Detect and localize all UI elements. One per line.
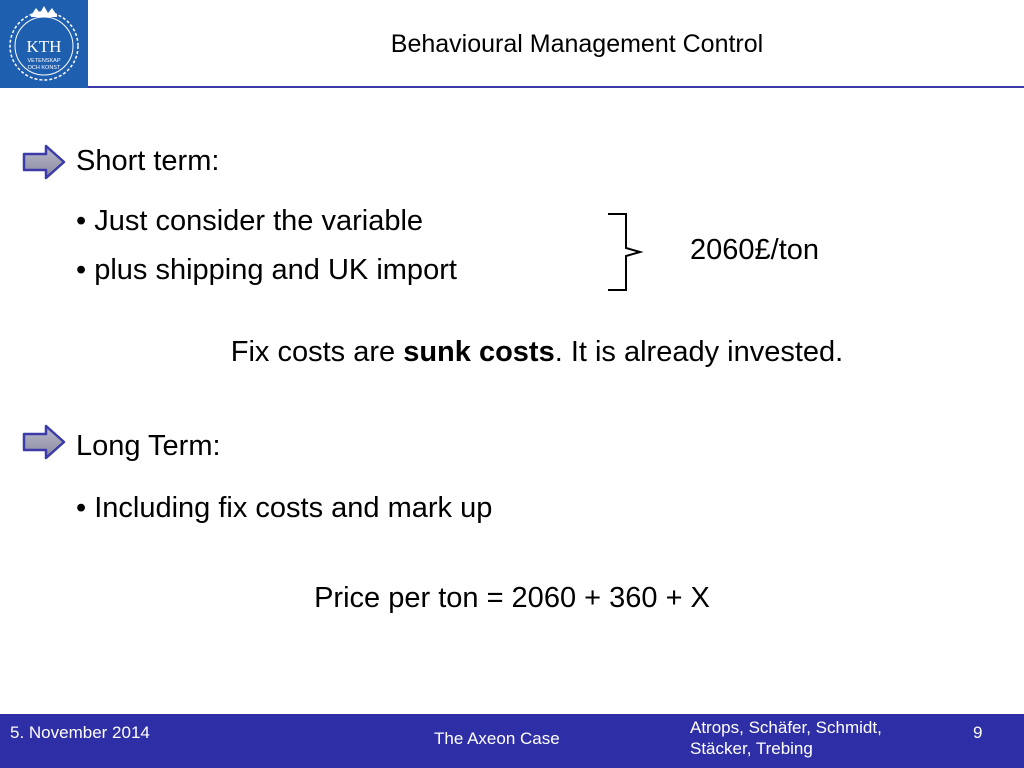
footer-date: 5. November 2014 [10, 723, 150, 742]
sunk-note-bold: sunk costs [403, 336, 555, 368]
logo-subtext-1: VETENSKAP [27, 58, 61, 64]
long-term-bullet-1: • Including fix costs and mark up [76, 492, 493, 524]
short-term-bullet-2: • plus shipping and UK import [76, 254, 457, 286]
footer-case-title: The Axeon Case [434, 729, 560, 748]
variable-cost-value: 2060£/ton [690, 234, 820, 266]
slide-title: Behavioural Management Control [390, 30, 764, 58]
footer-authors-line-1: Atrops, Schäfer, Schmidt, [690, 718, 882, 737]
price-formula: Price per ton = 2060 + 360 + X [314, 582, 710, 614]
long-term-heading: Long Term: [76, 430, 221, 462]
slide-footer [0, 714, 1024, 768]
right-arrow-icon [22, 144, 66, 180]
short-term-heading: Short term: [76, 145, 220, 177]
footer-authors-line-2: Stäcker, Trebing [690, 739, 813, 758]
header-divider [88, 86, 1024, 88]
short-term-bullet-1: • Just consider the variable [76, 205, 424, 237]
page-number: 9 [973, 723, 983, 742]
footer-authors [690, 717, 882, 759]
sunk-costs-note [0, 336, 1024, 369]
sunk-note-prefix: Fix costs are [230, 336, 404, 368]
logo-subtext-2: OCH KONST [27, 65, 61, 71]
sunk-note-suffix: . It is already invested. [554, 336, 844, 368]
logo-text: KTH [26, 37, 62, 56]
right-arrow-icon [22, 424, 66, 460]
right-brace-icon [604, 212, 644, 292]
